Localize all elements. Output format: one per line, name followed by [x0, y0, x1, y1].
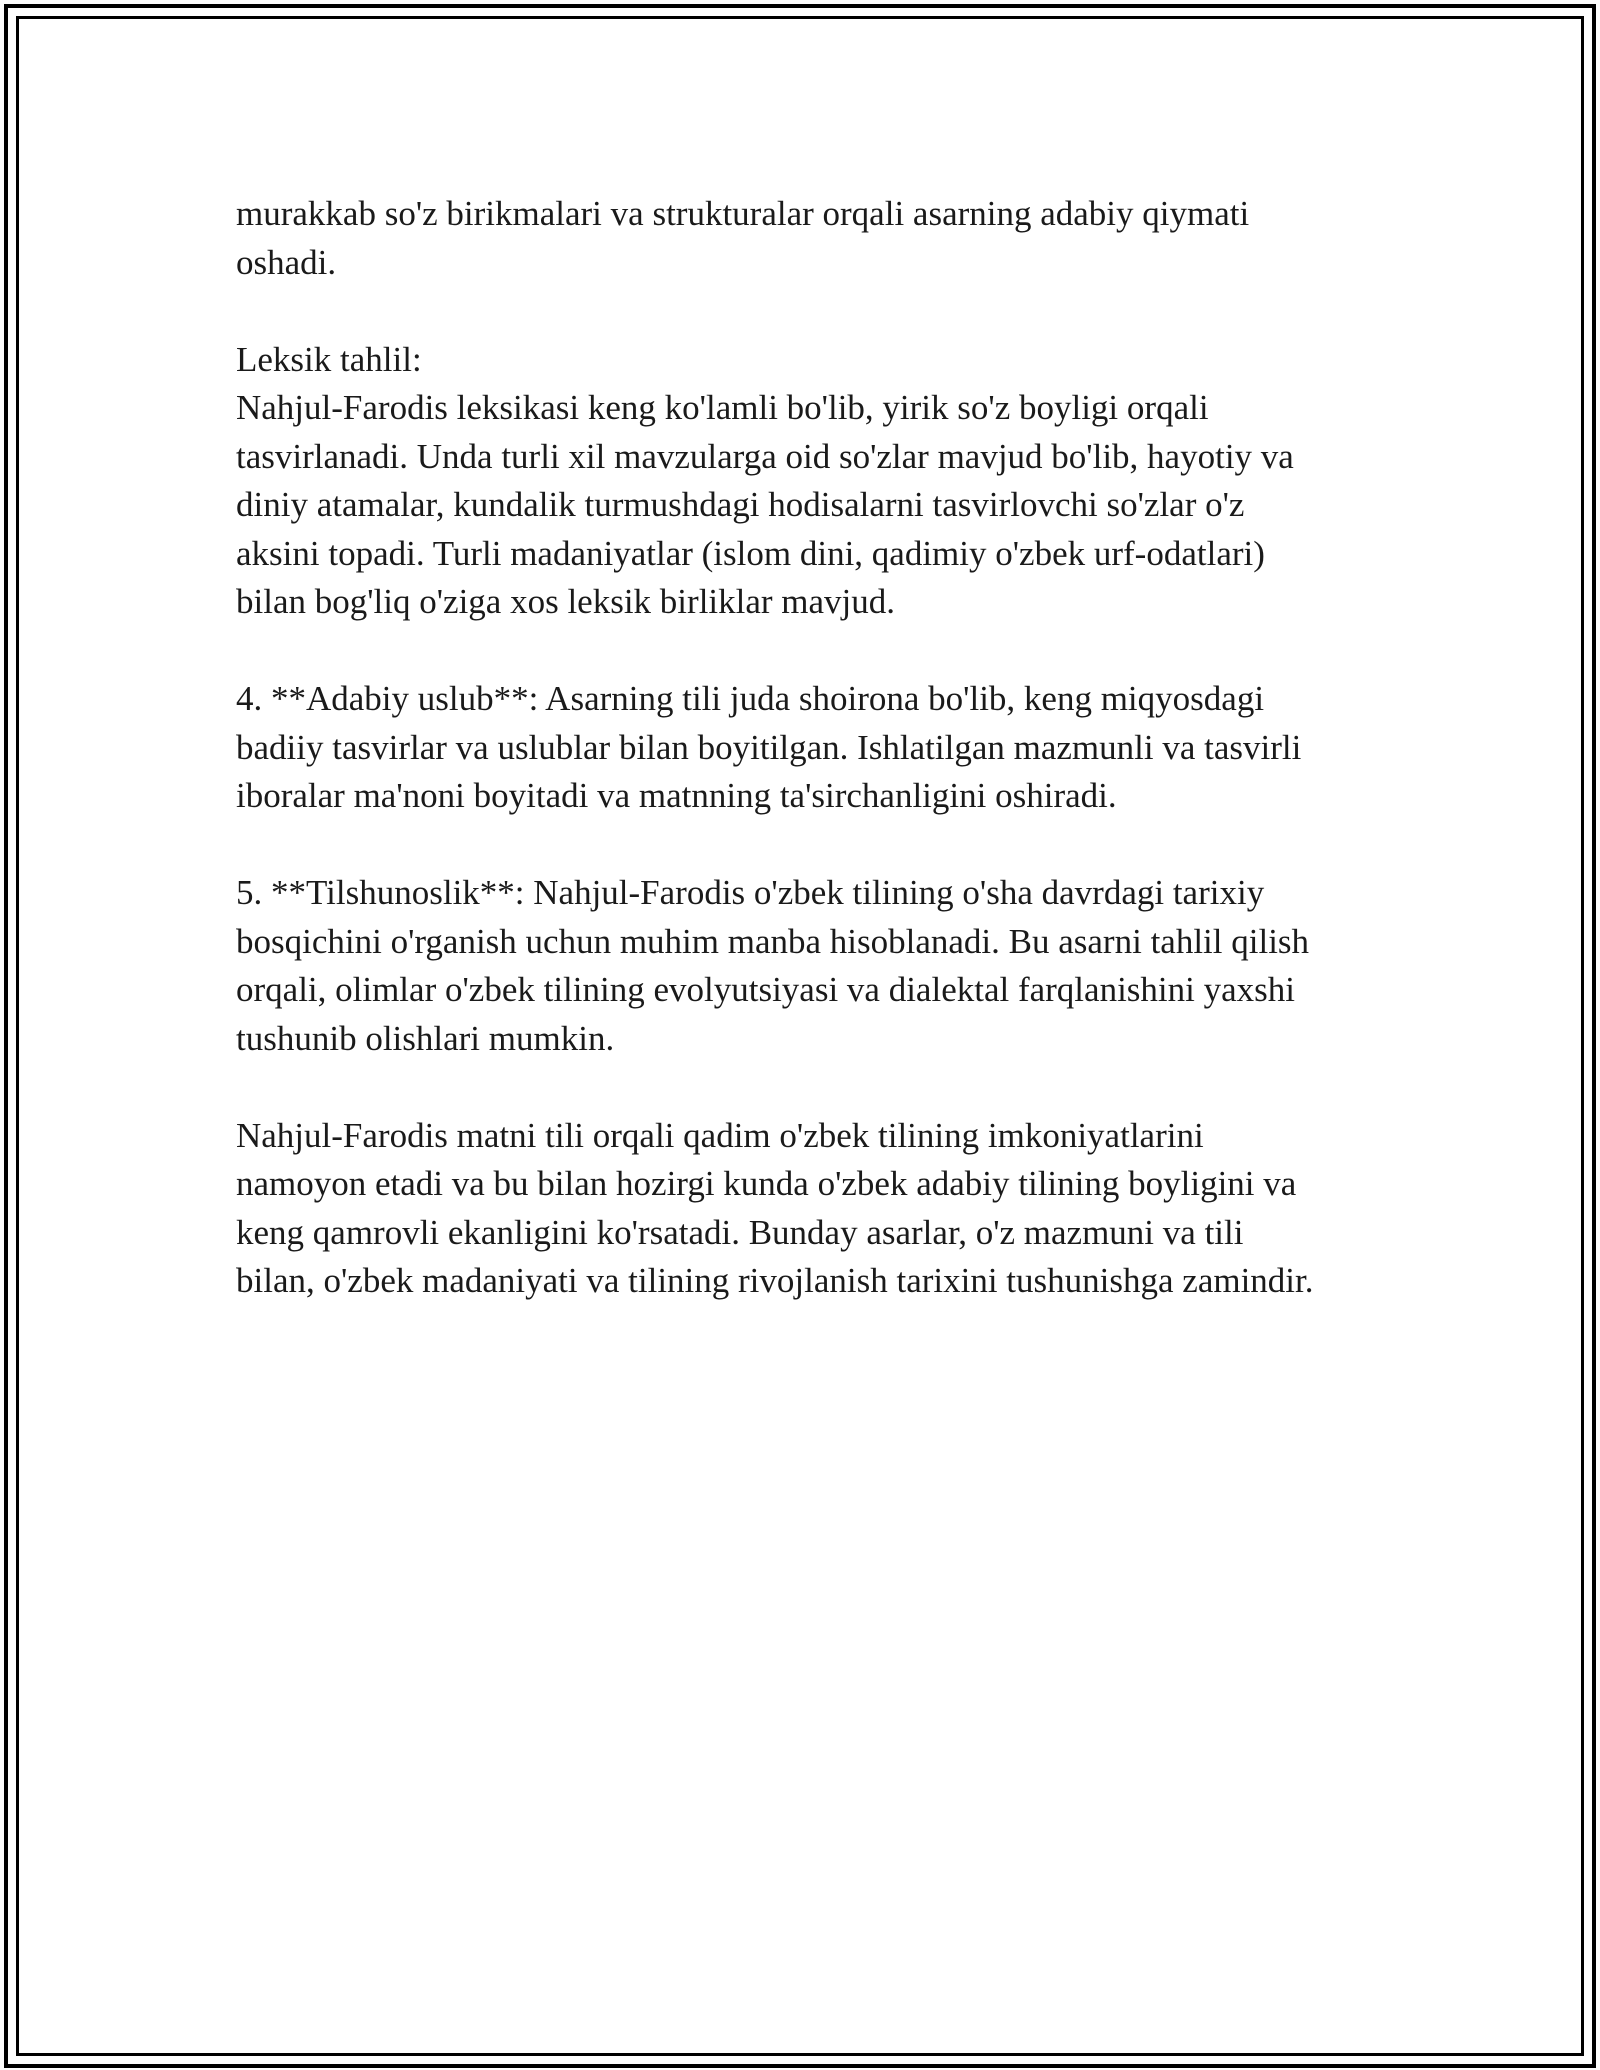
document-body: [236, 190, 1436, 1354]
text-line: bilan, o'zbek madaniyati va tilining rivojlanish tarixini tushunishga zamindir.: [236, 1261, 1314, 1300]
text-line: orqali, olimlar o'zbek tilining evolyutsiyasi va dialektal farqlanishini yaxshi: [236, 970, 1295, 1009]
text-line: keng qamrovli ekanligini ko'rsatadi. Bunday asarlar, o'z mazmuni va tili: [236, 1212, 1244, 1252]
paragraph-linguistics: [236, 869, 1436, 1063]
text-line: diniy atamalar, kundalik turmushdagi hodisalarni tasvirlovchi so'zlar o'z: [236, 485, 1245, 524]
text-line: murakkab so'z birikmalari va strukturalar orqali asarning adabiy qiymati: [236, 194, 1250, 233]
text-line: iboralar ma'noni boyitadi va matnning ta'sirchanligini oshiradi.: [236, 776, 1117, 815]
text-line: badiiy tasvirlar va uslublar bilan boyitilgan. Ishlatilgan mazmunli va tasvirli: [236, 727, 1302, 767]
text-line: Nahjul-Farodis leksikasi keng ko'lamli bo'lib, yirik so'z boyligi orqali: [236, 388, 1209, 427]
text-line: Nahjul-Farodis matni tili orqali qadim o'zbek tilining imkoniyatlarini: [236, 1115, 1204, 1155]
text-line: bilan bog'liq o'ziga xos leksik birliklar mavjud.: [236, 582, 896, 621]
text-line: bosqichini o'rganish uchun muhim manba hisoblanadi. Bu asarni tahlil qilish: [236, 921, 1310, 961]
paragraph-literary-style: [236, 675, 1436, 821]
text-line: namoyon etadi va bu bilan hozirgi kunda o'zbek adabiy tilining boyligini va: [236, 1164, 1297, 1203]
text-line: tasvirlanadi. Unda turli xil mavzularga oid so'zlar mavjud bo'lib, hayotiy va: [236, 436, 1294, 476]
text-line: aksini topadi. Turli madaniyatlar (islom dini, qadimiy o'zbek urf-odatlari): [236, 533, 1265, 573]
text-line: 4. **Adabiy uslub**: Asarning tili juda shoirona bo'lib, keng miqyosdagi: [236, 679, 1265, 718]
paragraph-lexical-analysis: [236, 336, 1436, 627]
paragraph-conclusion: [236, 1112, 1436, 1306]
paragraph-continuation: [236, 190, 1436, 287]
section-heading: Leksik tahlil:: [236, 339, 422, 379]
text-line: 5. **Tilshunoslik**: Nahjul-Farodis o'zbek tilining o'sha davrdagi tarixiy: [236, 873, 1265, 912]
text-line: tushunib olishlari mumkin.: [236, 1018, 615, 1058]
text-line: oshadi.: [236, 242, 337, 282]
